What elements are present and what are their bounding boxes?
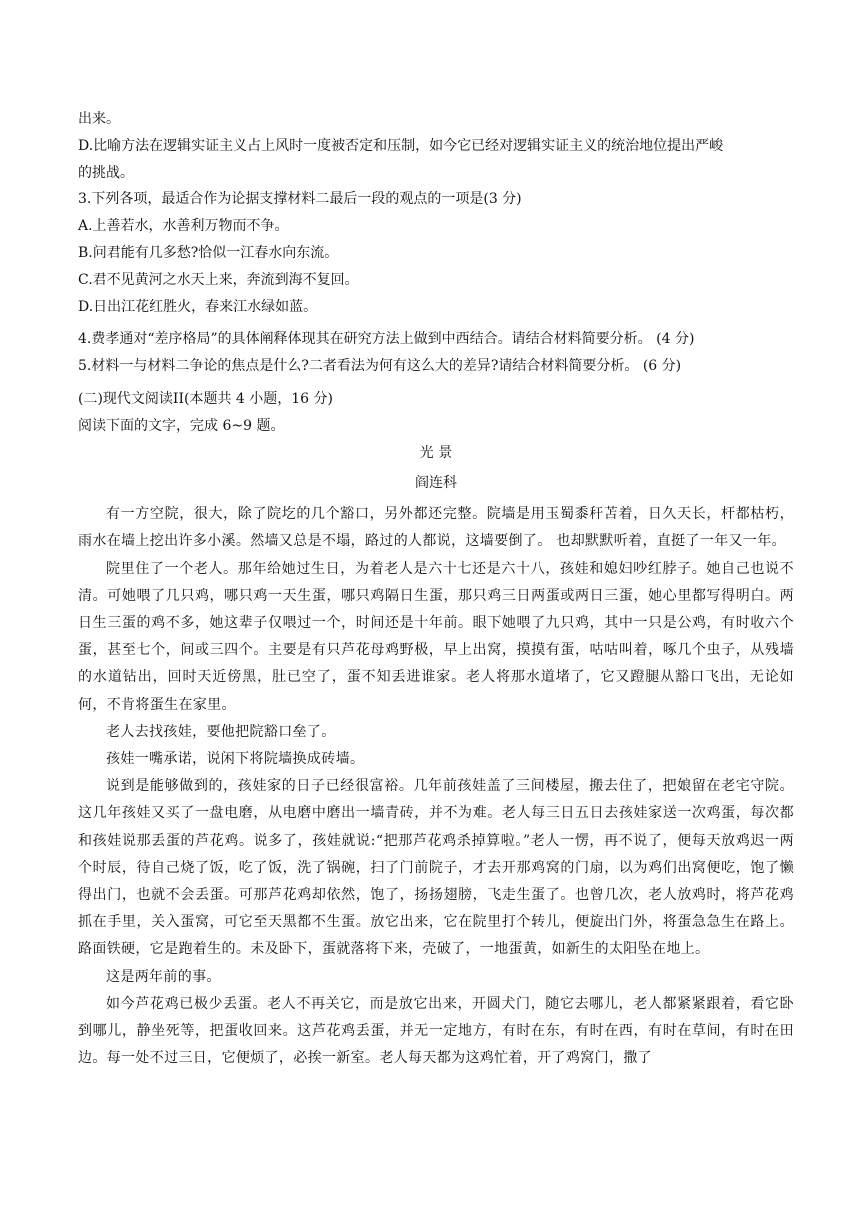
article-paragraph: 说到是能够做到的，孩娃家的日子已经很富裕。几年前孩娃盖了三间楼屋，搬去住了，把娘留在老宅守院。这几年孩娃又买了一盘电磨，从电磨中磨出一墙青砖，并不为难。老人每三日五日去孩娃家送一次鸡蛋，每次都和孩娃说那丢蛋的芦花鸡。说多了，孩娃就说:“把那芦花鸡杀掉算啦。”老人一愣，再不说了，便每天放鸡迟一两个时辰，待自己烧了饭，吃了饭，洗了锅碗，扫了门前院子，才去开那鸡窝的门扇，以为鸡们出窝便吃，饱了懒得出门，也就不会丢蛋。可那芦花鸡却依然，饱了，扬扬翅膀，飞走生蛋了。也曾几次，老人放鸡时，将芦花鸡抓在手里，关入蛋窝，可它至天黑都不生蛋。放它出来，它在院里打个转儿，便旋出门外，将蛋急急生在路上。路面铁硬，它是跑着生的。未及卧下，蛋就落将下来，壳破了，一地蛋黄，如新生的太阳坠在地上。: [78, 778, 794, 958]
option-b: B.问君能有几多愁?恰似一江春水向东流。: [78, 244, 339, 261]
option-d-line-2: 的挑战。: [78, 164, 134, 181]
exam-page: [78, 106, 794, 1072]
article-paragraph: 如今芦花鸡已极少丢蛋。老人不再关它，而是放它出来，开圆犬门，随它去哪儿，老人都紧紧跟着，看它卧到哪儿，静坐死等，把蛋收回来。这芦花鸡丢蛋，并无一定地方，有时在东，有时在西，有时在草间，有时在田边。每一处不过三日，它便烦了，必挨一新室。老人每天都为这鸡忙着，开了鸡窝门，撒了: [78, 995, 794, 1067]
section-instruction: 阅读下面的文字，完成 6~9 题。: [78, 417, 285, 434]
option-d-line-1: D.比喻方法在逻辑实证主义占上风时一度被否定和压制，如今它已经对逻辑实证主义的统治地位提出严峻: [78, 137, 724, 154]
option-d: D.日出江花红胜火，春来江水绿如蓝。: [78, 298, 318, 315]
article-paragraph: 有一方空院，很大，除了院圪的几个豁口，另外都还完整。院墙是用玉蜀黍秆苫着，日久天长，杆都枯朽，雨水在墙上挖出许多小溪。然墙又总是不塌，路过的人都说，这墙要倒了。 也却默默听着，直挺了一年又一年。: [78, 506, 794, 550]
article-paragraph: 老人去找孩娃，要他把院豁口垒了。: [106, 723, 336, 740]
article-title: 光 景: [419, 444, 453, 461]
question-5: 5.材料一与材料二争论的焦点是什么?二者看法为何有这么大的差异?请结合材料简要分析。 (6 分): [78, 358, 682, 375]
article-paragraph: 这是两年前的事。: [106, 968, 221, 985]
article-author: 阎连科: [415, 475, 457, 492]
option-c: C.君不见黄河之水天上来，奔流到海不复回。: [78, 271, 359, 288]
question-3: 3.下列各项，最适合作为论据支撑材料二最后一段的观点的一项是(3 分): [78, 191, 522, 208]
text-line: 出来。: [78, 111, 120, 127]
article-paragraph: 孩娃一嘴承诺，说闲下将院墙换成砖墙。: [106, 750, 365, 767]
section-heading: (二)现代文阅读II(本题共 4 小题，16 分): [78, 390, 333, 407]
article-paragraph: 院里住了一个老人。那年给她过生日，为着老人是六十七还是六十八，孩娃和媳妇吵红脖子。她自己也说不清。可她喂了几只鸡，哪只鸡一天生蛋，哪只鸡隔日生蛋，那只鸡三日两蛋或两日三蛋，她心里都写得明白。两日生三蛋的鸡不多，她这辈子仅喂过一个，时间还是十年前。眼下她喂了九只鸡，其中一只是公鸡，有时收六个蛋，甚至七个，间或三四个。主要是有只芦花母鸡野极，早上出窝，摸摸有蛋，咕咕叫着，啄几个虫子，从残墙的水道钻出，回时天近傍黑，肚已空了，蛋不知丢进谁家。老人将那水道堵了，它又蹬腿从豁口飞出，无论如何，不肯将蛋生在家里。: [78, 560, 794, 713]
option-a: A.上善若水，水善利万物而不争。: [78, 218, 289, 235]
question-4: 4.费孝通对“差序格局”的具体阐释体现其在研究方法上做到中西结合。请结合材料简要分析。 (4 分): [78, 331, 695, 348]
